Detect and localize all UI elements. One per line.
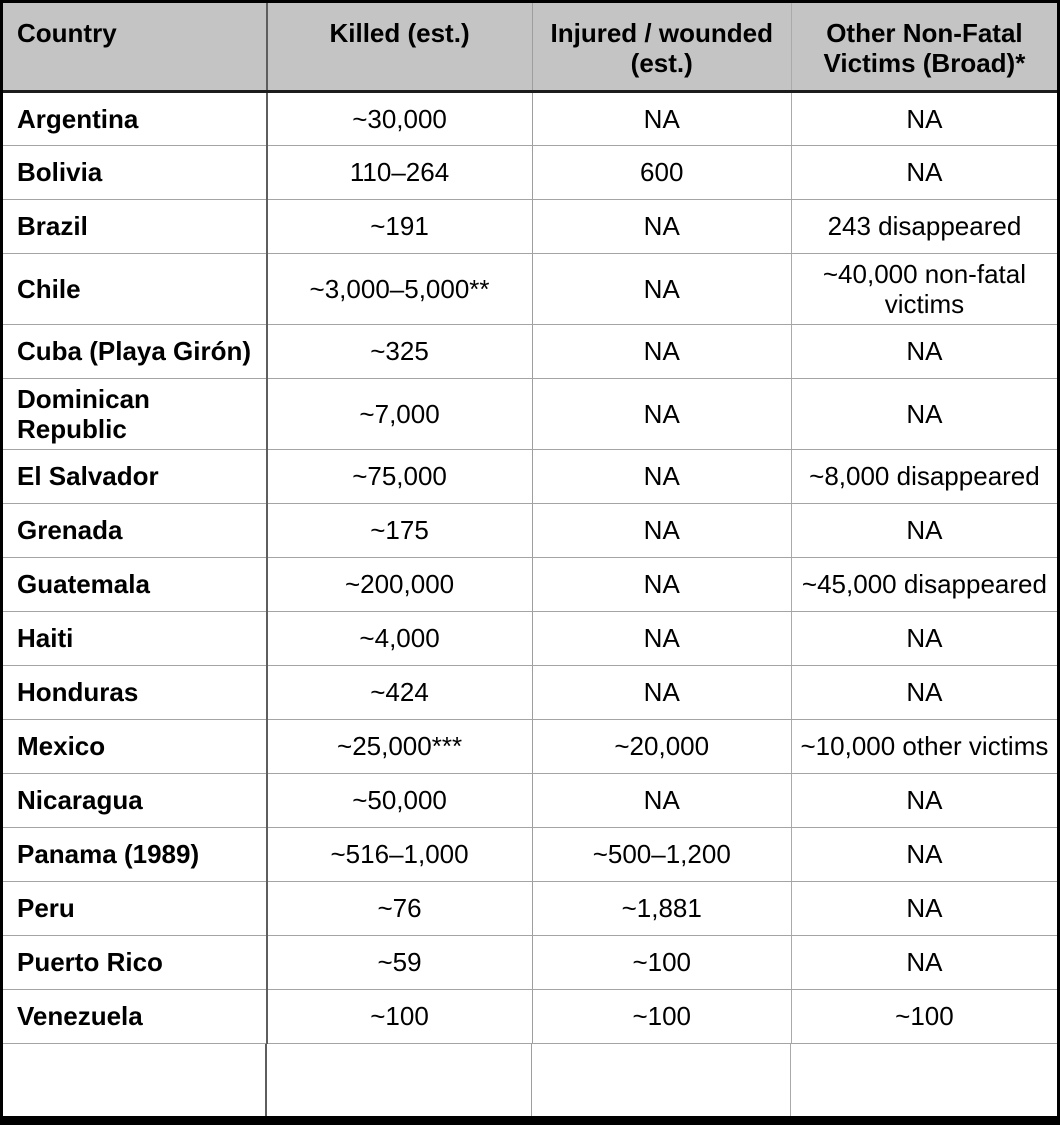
injured-cell: NA (532, 199, 791, 253)
other-cell: 243 disappeared (791, 199, 1057, 253)
country-cell: El Salvador (3, 449, 267, 503)
column-header-other: Other Non-Fatal Victims (Broad)* (791, 3, 1057, 91)
country-cell: Honduras (3, 665, 267, 719)
other-cell: ~10,000 other victims (791, 719, 1057, 773)
killed-cell: ~59 (267, 935, 533, 989)
injured-cell: ~100 (532, 989, 791, 1043)
other-cell: NA (791, 503, 1057, 557)
cutoff-cell-country (3, 1044, 267, 1125)
killed-cell: ~50,000 (267, 773, 533, 827)
table-header (3, 3, 1057, 91)
injured-cell: NA (532, 253, 791, 324)
killed-cell: ~30,000 (267, 91, 533, 145)
injured-cell: NA (532, 503, 791, 557)
killed-cell: ~325 (267, 324, 533, 378)
other-cell: NA (791, 935, 1057, 989)
injured-cell: NA (532, 378, 791, 449)
casualties-table-wrap (3, 3, 1057, 1044)
other-cell: ~8,000 disappeared (791, 449, 1057, 503)
table-row (3, 378, 1057, 449)
other-cell: ~40,000 non-fatal victims (791, 253, 1057, 324)
injured-cell: NA (532, 449, 791, 503)
table-row (3, 881, 1057, 935)
killed-cell: ~175 (267, 503, 533, 557)
killed-cell: ~3,000–5,000** (267, 253, 533, 324)
injured-cell: ~1,881 (532, 881, 791, 935)
country-cell: Mexico (3, 719, 267, 773)
casualties-table (3, 3, 1057, 1044)
killed-cell: ~25,000*** (267, 719, 533, 773)
injured-cell: ~100 (532, 935, 791, 989)
bottom-black-bar (0, 1116, 1060, 1125)
table-row (3, 145, 1057, 199)
header-row (3, 3, 1057, 91)
country-cell: Argentina (3, 91, 267, 145)
injured-cell: NA (532, 665, 791, 719)
killed-cell: ~516–1,000 (267, 827, 533, 881)
cutoff-next-row (3, 1044, 1057, 1125)
table-row (3, 253, 1057, 324)
country-cell: Cuba (Playa Girón) (3, 324, 267, 378)
other-cell: NA (791, 324, 1057, 378)
table-row (3, 773, 1057, 827)
killed-cell: ~4,000 (267, 611, 533, 665)
other-cell: ~100 (791, 989, 1057, 1043)
other-cell: NA (791, 145, 1057, 199)
injured-cell: NA (532, 324, 791, 378)
country-cell: Grenada (3, 503, 267, 557)
killed-cell: ~7,000 (267, 378, 533, 449)
table-row (3, 199, 1057, 253)
country-cell: Nicaragua (3, 773, 267, 827)
other-cell: ~45,000 disappeared (791, 557, 1057, 611)
column-header-country: Country (3, 3, 267, 91)
table-row (3, 719, 1057, 773)
cutoff-cell-injured (532, 1044, 791, 1125)
injured-cell: NA (532, 611, 791, 665)
injured-cell: 600 (532, 145, 791, 199)
injured-cell: ~500–1,200 (532, 827, 791, 881)
table-row (3, 91, 1057, 145)
country-cell: Brazil (3, 199, 267, 253)
injured-cell: NA (532, 557, 791, 611)
table-row (3, 324, 1057, 378)
table-row (3, 557, 1057, 611)
country-cell: Peru (3, 881, 267, 935)
other-cell: NA (791, 773, 1057, 827)
table-row (3, 827, 1057, 881)
killed-cell: ~75,000 (267, 449, 533, 503)
killed-cell: ~76 (267, 881, 533, 935)
column-header-killed: Killed (est.) (267, 3, 533, 91)
killed-cell: ~191 (267, 199, 533, 253)
other-cell: NA (791, 881, 1057, 935)
table-row (3, 935, 1057, 989)
other-cell: NA (791, 611, 1057, 665)
injured-cell: NA (532, 91, 791, 145)
country-cell: Panama (1989) (3, 827, 267, 881)
other-cell: NA (791, 827, 1057, 881)
cutoff-cell-killed (267, 1044, 533, 1125)
killed-cell: 110–264 (267, 145, 533, 199)
country-cell: Bolivia (3, 145, 267, 199)
other-cell: NA (791, 91, 1057, 145)
killed-cell: ~100 (267, 989, 533, 1043)
cutoff-cell-other (791, 1044, 1057, 1125)
other-cell: NA (791, 665, 1057, 719)
killed-cell: ~424 (267, 665, 533, 719)
table-row (3, 989, 1057, 1043)
country-cell: Venezuela (3, 989, 267, 1043)
country-cell: Guatemala (3, 557, 267, 611)
table-row (3, 503, 1057, 557)
country-cell: Haiti (3, 611, 267, 665)
killed-cell: ~200,000 (267, 557, 533, 611)
country-cell: Dominican Republic (3, 378, 267, 449)
injured-cell: ~20,000 (532, 719, 791, 773)
country-cell: Chile (3, 253, 267, 324)
table-row (3, 665, 1057, 719)
column-header-injured: Injured / wounded (est.) (532, 3, 791, 91)
country-cell: Puerto Rico (3, 935, 267, 989)
table-row (3, 611, 1057, 665)
table-row (3, 449, 1057, 503)
other-cell: NA (791, 378, 1057, 449)
injured-cell: NA (532, 773, 791, 827)
